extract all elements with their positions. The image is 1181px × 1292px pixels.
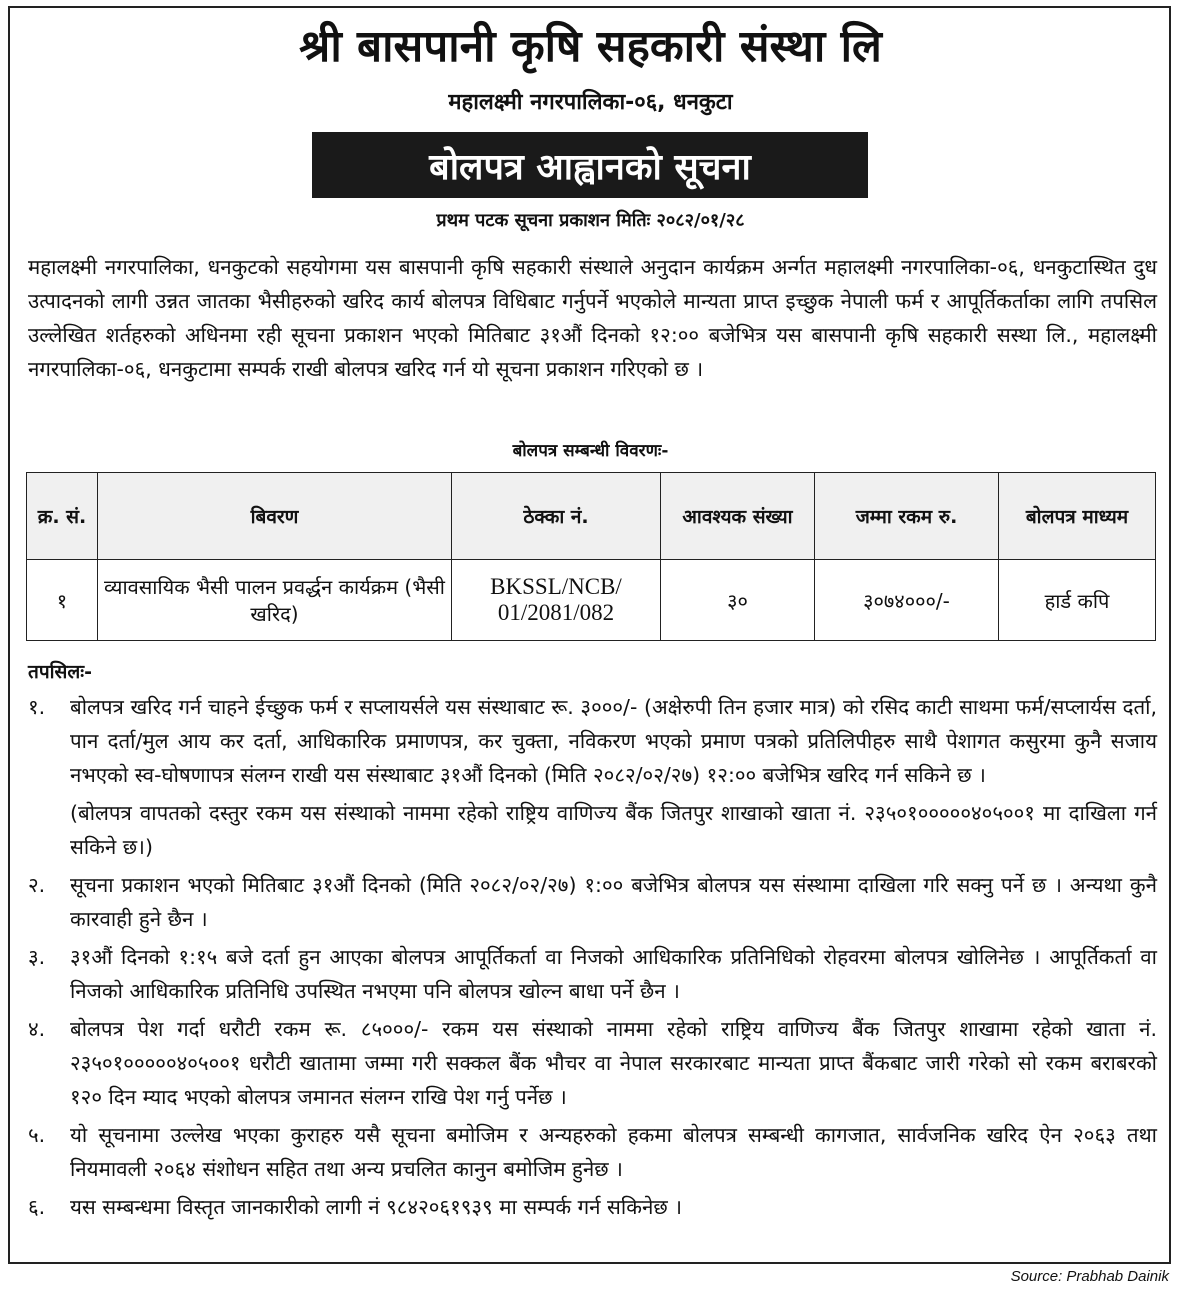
condition-item — [28, 1118, 1157, 1186]
condition-number: ४. — [28, 1017, 46, 1041]
notice-banner: बोलपत्र आह्वानको सूचना — [312, 132, 868, 198]
cell-medium: हार्ड कपि — [999, 560, 1156, 641]
condition-text: यो सूचनामा उल्लेख भएका कुराहरु यसै सूचना बमोजिम र अन्यहरुको हकमा बोलपत्र सम्बन्धी कागजात, सार्वजनिक खरिद ऐन २०६३ तथा नियमावली २०६४ संशोधन सहित तथा अन्य प्रचलित कानुन बमोजिम हुनेछ । — [70, 1123, 1157, 1181]
table-header-row — [27, 473, 1156, 560]
condition-item — [28, 690, 1157, 792]
condition-text: ३१औं दिनको १:१५ बजे दर्ता हुन आएका बोलपत्र आपूर्तिकर्ता वा निजको आधिकारिक प्रतिनिधिको रोहवरमा बोलपत्र खोलिनेछ । आपूर्तिकर्ता वा निजको आधिकारिक प्रतिनिधि उपस्थित नभएमा पनि बोलपत्र खोल्न बाधा पर्ने छैन । — [70, 945, 1157, 1003]
condition-number: २. — [28, 873, 46, 897]
condition-text: बोलपत्र पेश गर्दा धरौटी रकम रू. ८५०००/- रकम यस संस्थाको नाममा रहेको राष्ट्रिय वाणिज्य बैंक जितपुर शाखामा रहेको खाता नं. २३५०१०००००४०५००१ धरौटी खातामा जम्मा गरी सक्कल बैंक भौचर वा नेपाल सरकारबाट मान्यता प्राप्त बैंकबाट जारी गरेको सो रकम बराबरको १२० दिन म्याद भएको बोलपत्र जमानत संलग्न राखि पेश गर्नु पर्नेछ । — [70, 1017, 1157, 1109]
condition-text: सूचना प्रकाशन भएको मितिबाट ३१औं दिनको (मिति २०८२/०२/२७) १:०० बजेभित्र बोलपत्र यस संस्थामा दाखिला गरि सक्नु पर्ने छ । अन्यथा कुनै कारवाही हुने छैन । — [70, 873, 1157, 931]
cell-amount: ३०७४०००/- — [815, 560, 999, 641]
org-title: श्री बासपानी कृषि सहकारी संस्था लि — [299, 21, 882, 72]
conditions-heading: तपसिलः- — [28, 661, 92, 683]
col-sn: क्र. सं. — [27, 473, 98, 560]
condition-number: ५. — [28, 1123, 46, 1147]
condition-item — [28, 868, 1157, 936]
col-description: बिवरण — [98, 473, 452, 560]
publication-date: प्रथम पटक सूचना प्रकाशन मितिः २०८२/०१/२८ — [436, 210, 745, 231]
condition-text: यस सम्बन्धमा विस्तृत जानकारीको लागी नं ९८४२०६१९३९ मा सम्पर्क गर्न सकिनेछ । — [70, 1195, 682, 1219]
cell-quantity: ३० — [661, 560, 815, 641]
org-address: महालक्ष्मी नगरपालिका-०६, धनकुटा — [448, 90, 733, 115]
condition-number: ६. — [28, 1195, 46, 1219]
col-amount: जम्मा रकम रु. — [815, 473, 999, 560]
condition-text: बोलपत्र खरिद गर्न चाहने ईच्छुक फर्म र सप्लायर्सले यस संस्थाबाट रू. ३०००/- (अक्षेरुपी तिन हजार मात्र) को रसिद काटी साथमा फर्म/सप्लार्यस दर्ता, पान दर्ता/मुल आय कर दर्ता, आधिकारिक प्रमाणपत्र, कर चुक्ता, नविकरण भएको प्रमाण पत्रको प्रतिलिपीहरु साथै पेशागत कसुरमा कुनै सजाय नभएको स्व-घोषणापत्र संलग्न राखी यस संस्थाबाट ३१औं दिनको (मिति २०८२/०२/२७) १२:०० बजेभित्र खरिद गर्न सकिने छ । — [70, 695, 1157, 787]
intro-paragraph: महालक्ष्मी नगरपालिका, धनकुटको सहयोगमा यस बासपानी कृषि सहकारी संस्थाले अनुदान कार्यक्रम अर्न्गत महालक्ष्मी नगरपालिका-०६, धनकुटास्थित दुध उत्पादनको लागी उन्नत जातका भैसीहरुको खरिद कार्य बोलपत्र विधिबाट गर्नुपर्ने भएकोले मान्यता प्राप्त इच्छुक नेपाली फर्म र आपूर्तिकर्ताका लागि तपसिल उल्लेखित शर्तहरुको अधिनमा रही सूचना प्रकाशन भएको मितिबाट ३१औं दिनको १२:०० बजेभित्र यस बासपानी कृषि सहकारी सस्था लि., महालक्ष्मी नगरपालिका-०६, धनकुटामा सम्पर्क राखी बोलपत्र खरिद गर्न यो सूचना प्रकाशन गरिएको छ । — [28, 255, 1157, 381]
table-row — [27, 560, 1156, 641]
col-quantity: आवश्यक संख्या — [661, 473, 815, 560]
cell-description: व्यावसायिक भैसी पालन प्रवर्द्धन कार्यक्रम (भैसी खरिद) — [98, 560, 452, 641]
cell-sn: १ — [27, 560, 98, 641]
col-contract-no: ठेक्का नं. — [452, 473, 661, 560]
condition-item — [28, 1012, 1157, 1114]
condition-number: ३. — [28, 945, 46, 969]
condition-item — [28, 940, 1157, 1008]
condition-number: १. — [28, 695, 46, 719]
condition-item — [28, 1190, 1157, 1224]
table-heading: बोलपत्र सम्बन्धी विवरणः- — [512, 441, 669, 461]
conditions-list — [28, 690, 1157, 1228]
source-credit: Source: Prabhab Dainik — [1010, 1268, 1169, 1285]
cell-contract-no: BKSSL/NCB/ 01/2081/082 — [452, 560, 661, 641]
tender-table — [26, 472, 1156, 641]
col-medium: बोलपत्र माध्यम — [999, 473, 1156, 560]
condition-note: (बोलपत्र वापतको दस्तुर रकम यस संस्थाको नाममा रहेको राष्ट्रिय वाणिज्य बैंक जितपुर शाखाको खाता नं. २३५०१०००००४०५००१ मा दाखिला गर्न सकिने छ।) — [70, 801, 1157, 859]
